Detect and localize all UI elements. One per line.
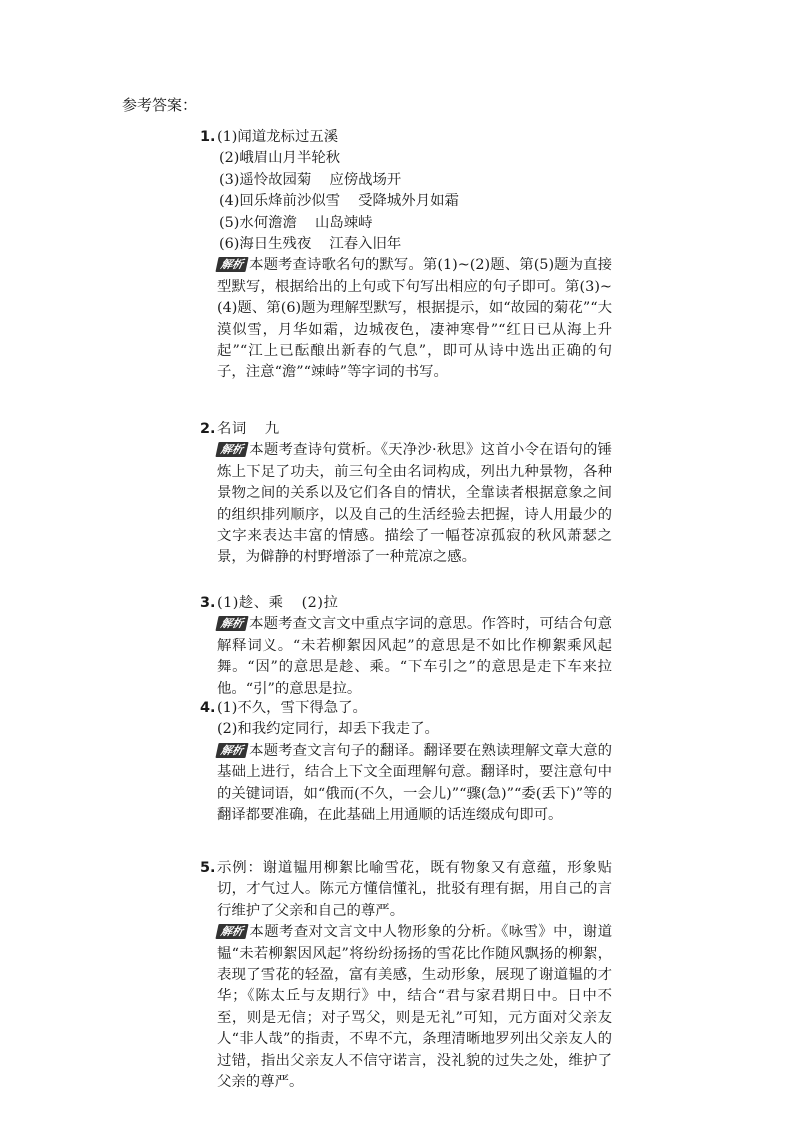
explanation — [217, 922, 612, 1093]
question-2 — [200, 419, 612, 593]
answer-line: (2)和我约定同行，却丢下我走了。 — [217, 721, 439, 738]
answer-part: (1)趁、乘 — [217, 595, 284, 611]
answer-line — [217, 234, 612, 255]
explanation-badge: 解析 — [215, 924, 248, 939]
question-1 — [200, 127, 612, 419]
answer-part: (5)水何澹澹 — [219, 214, 297, 231]
explanation-badge: 解析 — [215, 257, 248, 272]
explanation-text: 本题考查对文言文中人物形象的分析。《咏雪》中，谢道韫“未若柳絮因风起”将纷纷扬扬的雪花比作随风飘扬的柳絮，表现了雪花的轻盈，富有美感，生动形象，展现了谢道韫的才华；《陈太丘与友期行》中，结合“君与家君期日中。日中不至，则是无信；对子骂父，则是无礼”可知，元方面对父亲友人“非人哉”的指责，不卑不亢，条理清晰地罗列出父亲友人的过错，指出父亲友人不信守诺言，没礼貌的过失之处，维护了父亲的尊严。 — [217, 924, 612, 1091]
answer-line: (2)峨眉山月半轮秋 — [219, 150, 341, 167]
answer-part: 江春入旧年 — [329, 236, 402, 253]
question-number: 2. — [200, 421, 216, 437]
answer-line: (1)不久，雪下得急了。 — [217, 700, 367, 716]
question-number: 5. — [200, 860, 216, 876]
question-number: 4. — [200, 700, 216, 716]
explanation-badge: 解析 — [215, 743, 248, 758]
question-number: 1. — [200, 129, 216, 145]
answer-line — [217, 593, 612, 614]
explanation-text: 本题考查文言句子的翻译。翻译要在熟读理解文章大意的基础上进行，结合上下文全面理解句意。翻译时，要注意句中的关键词语，如“俄而(不久，一会儿)”“骤(急)”“委(丢下)”等的翻译都要准确，在此基础上用通顺的话连缀成句即可。 — [217, 742, 612, 824]
answer-part: 应傍战场开 — [329, 171, 402, 188]
answer-line — [217, 191, 612, 212]
question-body — [217, 858, 612, 1093]
answer-text: 示例：谢道韫用柳絮比喻雪花，既有物象又有意蕴，形象贴切，才气过人。陈元方懂信懂礼，批驳有理有据，用自己的言行维护了父亲和自己的尊严。 — [217, 860, 612, 919]
answer-part: (4)回乐烽前沙似雪 — [219, 193, 341, 210]
answer-part: (3)遥怜故园菊 — [219, 171, 312, 188]
explanation — [217, 255, 612, 383]
question-5 — [200, 858, 612, 1093]
answer-line — [217, 419, 612, 440]
answer-part: 山岛竦峙 — [314, 214, 373, 231]
explanation-text: 本题考查文言文中重点字词的意思。作答时，可结合句意解释词义。“未若柳絮因风起”的意思是不如比作柳絮乘风起舞。“因”的意思是趁、乘。“下车引之”的意思是走下车来拉他。“引”的意思是拉。 — [217, 616, 612, 697]
question-body — [217, 127, 612, 384]
question-body — [217, 698, 612, 826]
explanation-badge: 解析 — [215, 442, 248, 457]
answer-part: 受降城外月如霜 — [358, 193, 459, 210]
answer-line — [217, 213, 612, 234]
explanation-text: 本题考查诗歌名句的默写。第(1)~(2)题、第(5)题为直接型默写，根据给出的上句或下句写出相应的句子即可。第(3)~(4)题、第(6)题为理解型默写，根据提示，如“故园的菊花”“大漠似雪，月华如霜，边城夜色，凄神寒骨”“红日已从海上升起”“江上已酝酿出新春的气息”，即可从诗中选出正确的句子，注意“澹”“竦峙”等字词的书写。 — [217, 257, 612, 381]
answer-line — [217, 170, 612, 191]
explanation-badge: 解析 — [215, 616, 248, 631]
answer-part: 名词 — [217, 421, 247, 437]
explanation — [217, 440, 612, 568]
question-body — [217, 419, 612, 569]
answer-part: 九 — [264, 421, 280, 437]
explanation-text: 本题考查诗句赏析。《天净沙·秋思》这首小令在语句的锤炼上下足了功夫，前三句全由名词构成，列出九种景物，各种景物之间的关系以及它们各自的情状，全靠读者根据意象之间的组织排列顺序，以及自己的生活经验去把握，诗人用最少的文字来表达丰富的情感。描绘了一幅苍凉孤寂的秋风萧瑟之景，为僻静的村野增添了一种荒凉之感。 — [217, 442, 612, 566]
question-3 — [200, 593, 612, 698]
explanation — [217, 741, 612, 827]
answer-column — [200, 127, 612, 1093]
answer-part: (2)拉 — [301, 595, 339, 611]
explanation — [217, 614, 612, 700]
answer-part: (6)海日生残夜 — [219, 236, 312, 253]
question-4 — [200, 698, 612, 858]
question-number: 3. — [200, 595, 216, 611]
question-body — [217, 593, 612, 700]
answer-line: (1)闻道龙标过五溪 — [217, 129, 339, 145]
page-heading: 参考答案： — [122, 96, 198, 114]
